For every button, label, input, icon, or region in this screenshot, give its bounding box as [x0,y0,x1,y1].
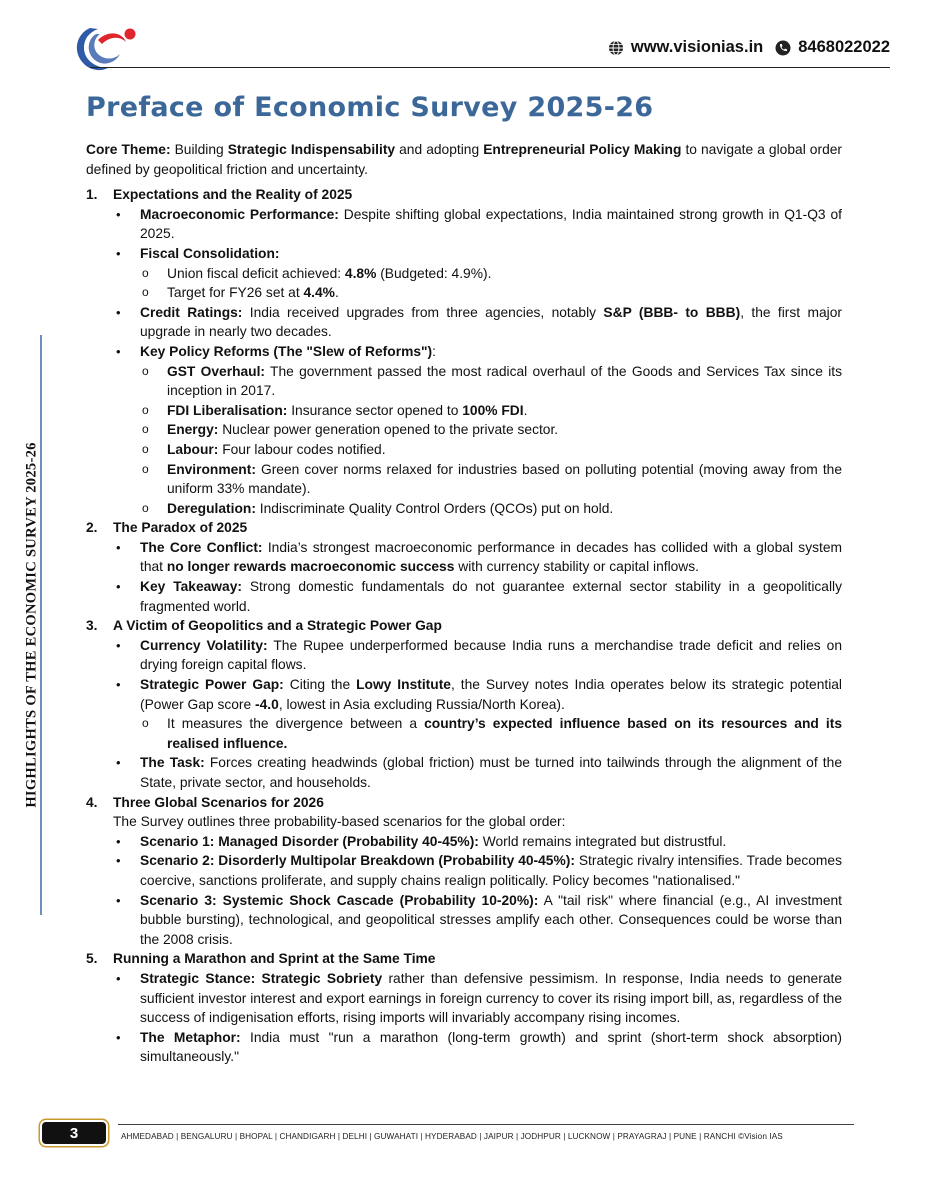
bullet-marker: • [116,1029,121,1045]
text-run: , the first major upgrade in nearly two decades. [140,304,842,340]
core-theme [86,140,842,179]
bullet-list [113,538,842,616]
text-run: Four labour codes notified. [218,441,386,457]
bullet-text [140,1028,842,1067]
text-run: A "tail risk" where financial (e.g., AI investment bubble bursting), technological, and geopolitical stresses amplify each other. Consequences could be worse than the 2008 crisis. [140,892,842,947]
sub-item [140,440,842,460]
text-run: with currency stability or capital inflows. [454,559,700,575]
sub-text [167,499,842,519]
sub-item [140,460,842,499]
bold-text: The Task: [140,755,205,771]
bold-text: Labour: [167,441,219,457]
bold-text: GST Overhaul: [167,363,266,379]
text-run: Strong domestic fundamentals do not guarantee external sector stability in a geopolitically fragmented world. [140,579,842,614]
sub-item [140,283,842,303]
globe-icon [608,40,624,56]
sub-marker: o [142,461,149,476]
sub-list [140,264,842,303]
bullet-marker: • [116,343,121,359]
bullet-text [140,891,842,950]
section-number: 3. [86,618,98,634]
text-run: rather than defensive pessimism. In response, India needs to generate sufficient investor interest and export earnings in foreign currency to cover its rising import bill, as, regardless of the success of indigenisation efforts, rising imports will invariably accompany rising incomes. [140,970,842,1026]
sub-marker: o [142,265,149,280]
footer-rule [118,1124,854,1125]
bullet-text [140,832,842,852]
bullet-marker: • [116,755,121,771]
text-run: India’s strongest macroeconomic performance in decades has collided with a global system that [140,539,843,575]
section-number: 4. [86,794,98,810]
sub-text [167,362,842,401]
phone-icon [775,40,791,56]
sub-item [140,362,842,401]
bullet-marker: • [116,637,121,653]
bold-text: Core Theme: [86,142,171,157]
bold-text: -4.0 [255,696,279,712]
bullet-list [113,636,842,793]
text-run: Union fiscal deficit achieved: [167,265,345,281]
sub-marker: o [142,422,149,437]
sub-marker: o [142,285,149,300]
sub-text [167,440,842,460]
text-run: (Budgeted: 4.9%). [376,265,492,281]
bold-text: 4.4% [303,285,335,301]
website-contact[interactable] [608,38,763,57]
sub-text [167,264,842,284]
bullet-marker: • [116,245,121,261]
bullet-text [140,753,842,792]
bold-text: Scenario 1: Managed Disorder (Probability 40-45%): [140,833,479,849]
bold-text: FDI Liberalisation: [167,402,288,418]
section-number: 1. [86,187,98,203]
text-run: . [523,402,528,418]
bold-text: The Metaphor: [140,1029,241,1045]
side-label: HIGHLIGHTS OF THE ECONOMIC SURVEY 2025-26 [23,442,40,808]
bold-text: no longer rewards macroeconomic success [166,559,455,575]
text-run: The Rupee underperformed because India runs a merchandise trade deficit and relies on drying foreign capital flows. [140,637,842,673]
bold-text: Scenario 2: Disorderly Multipolar Breakdown (Probability 40-45%): [140,853,575,869]
footer-cities: AHMEDABAD | BENGALURU | BHOPAL | CHANDIGARH | DELHI | GUWAHATI | HYDERABAD | JAIPUR | JODHPUR | LUCKNOW | PRAYAGRAJ | PUNE | RANCHI ©Vision IAS [121,1132,783,1141]
bullet-marker: • [116,304,121,320]
sub-marker: o [142,716,149,731]
section-number: 2. [86,520,98,536]
bullet-text [140,244,842,264]
text-run: Building [170,142,228,157]
bullet-marker: • [116,579,121,595]
bullet-text [140,342,842,362]
section-number: 5. [86,951,98,967]
bullet-list [113,832,842,950]
bullet-item [113,342,842,518]
section-title: A Victim of Geopolitics and a Strategic Power Gap [113,618,442,634]
sub-list [140,714,842,753]
text-run: Strategic rivalry intensifies. Trade becomes coercive, sanctions proliferate, and supply chains realign politically. Policy becomes "nationalised." [140,853,843,888]
bold-text: Scenario 3: Systemic Shock Cascade (Probability 10-20%): [140,892,539,908]
bullet-item [113,538,842,577]
bullet-list [113,205,842,519]
sub-marker: o [142,441,149,456]
sub-text [167,460,842,499]
bold-text: Key Takeaway: [140,579,242,595]
text-run: Green cover norms relaxed for industries based on polluting potential (moving away from the uniform 33% mandate). [167,461,842,497]
bullet-marker: • [116,206,121,222]
text-run: It measures the divergence between a [167,716,425,732]
website-link[interactable]: www.visionias.in [630,38,764,56]
sub-item [140,714,842,753]
bullet-item [113,832,842,852]
text-run: Nuclear power generation opened to the private sector. [218,422,559,438]
text-run: India must "run a marathon (long-term growth) and sprint (short-term shock absorption) simultaneously." [140,1029,843,1065]
phone-number[interactable]: 8468022022 [798,38,890,56]
text-run: Citing the [283,677,357,693]
text-run: Insurance sector opened to [287,402,463,418]
bullet-text [140,675,842,714]
section-intro: The Survey outlines three probability-based scenarios for the global order: [113,814,566,830]
header-rule [90,67,890,68]
bold-text: Strategic Indispensability [227,142,396,157]
section-item [86,949,842,1067]
bullet-marker: • [116,892,121,908]
bullet-item [113,969,842,1028]
bullet-item [113,891,842,950]
section-title: Expectations and the Reality of 2025 [113,187,353,203]
text-run: and adopting [395,142,484,157]
sub-list [140,362,842,519]
sub-item [140,499,842,519]
bullet-item [113,753,842,792]
header-contacts [608,38,890,57]
bullet-item [113,303,842,342]
sub-marker: o [142,402,149,417]
bullet-marker: • [116,677,121,693]
bullet-item [113,675,842,753]
bold-text: Key Policy Reforms (The "Slew of Reforms") [140,343,433,359]
bold-text: Credit Ratings: [140,304,243,320]
bold-text: Fiscal Consolidation: [140,245,280,261]
text-run: The government passed the most radical overhaul of the Goods and Services Tax since its inception in 2017. [167,363,842,399]
document-body [86,140,842,1067]
sub-marker: o [142,363,149,378]
section-item [86,185,842,518]
text-run: Despite shifting global expectations, India maintained strong growth in Q1-Q3 of 2025. [140,206,842,242]
bullet-item [113,851,842,890]
sub-item [140,401,842,421]
bold-text: country’s expected influence based on its resources and its realised influence. [167,716,842,751]
bold-text: S&P (BBB- to BBB) [603,304,741,320]
bullet-text [140,303,842,342]
sub-item [140,420,842,440]
section-list [86,185,842,1067]
page-number: 3 [42,1122,106,1144]
section-item [86,518,842,616]
sub-text [167,283,842,303]
bold-text: Currency Volatility: [140,637,268,653]
text-run: , lowest in Asia excluding Russia/North Korea). [278,696,565,712]
bullet-text [140,969,842,1028]
section-title: Running a Marathon and Sprint at the Same Time [113,951,436,967]
bullet-item [113,244,842,303]
sub-text [167,714,842,753]
text-run: to navigate a global order defined by geopolitical friction and uncertainty. [86,142,843,177]
section-item [86,793,842,950]
bullet-text [140,577,842,616]
text-run: Forces creating headwinds (global friction) must be turned into tailwinds through the alignment of the State, private sector, and households. [140,755,842,790]
bold-text: Energy: [167,422,219,438]
bold-text: 4.8% [344,265,377,281]
text-run: India received upgrades from three agencies, notably [242,304,604,320]
bullet-item [113,205,842,244]
bullet-text [140,205,842,244]
bold-text: Entrepreneurial Policy Making [483,142,682,157]
text-run: : [432,343,436,359]
text-run: Target for FY26 set at [167,285,304,301]
text-run: . [334,285,339,301]
bullet-marker: • [116,833,121,849]
bullet-item [113,577,842,616]
text-run: Indiscriminate Quality Control Orders (QCOs) put on hold. [255,500,614,516]
bullet-text [140,636,842,675]
bullet-list [113,969,842,1067]
bold-text: Strategic Power Gap: [140,677,284,693]
bold-text: 100% FDI [462,402,524,418]
bullet-marker: • [116,853,121,869]
text-run: World remains integrated but distrustful. [478,833,727,849]
section-item [86,616,842,792]
section-title: Three Global Scenarios for 2026 [113,794,324,810]
bullet-item [113,1028,842,1067]
bold-text: Environment: [167,461,256,477]
bullet-text [140,851,842,890]
page-title: Preface of Economic Survey 2025-26 [86,92,654,123]
bold-text: Lowy Institute [356,677,451,693]
text-run: , the Survey notes India operates below its strategic potential (Power Gap score [140,677,843,712]
sub-item [140,264,842,284]
sub-marker: o [142,500,149,515]
phone-contact[interactable] [775,38,890,57]
bullet-text [140,538,842,577]
bold-text: Deregulation: [167,500,256,516]
bullet-marker: • [116,539,121,555]
bullet-item [113,636,842,675]
bullet-marker: • [116,970,121,986]
bold-text: Macroeconomic Performance: [140,206,339,222]
bold-text: The Core Conflict: [140,539,263,555]
sub-text [167,420,842,440]
section-title: The Paradox of 2025 [113,520,248,536]
sub-text [167,401,842,421]
bold-text: Strategic Stance: Strategic Sobriety [140,970,383,986]
